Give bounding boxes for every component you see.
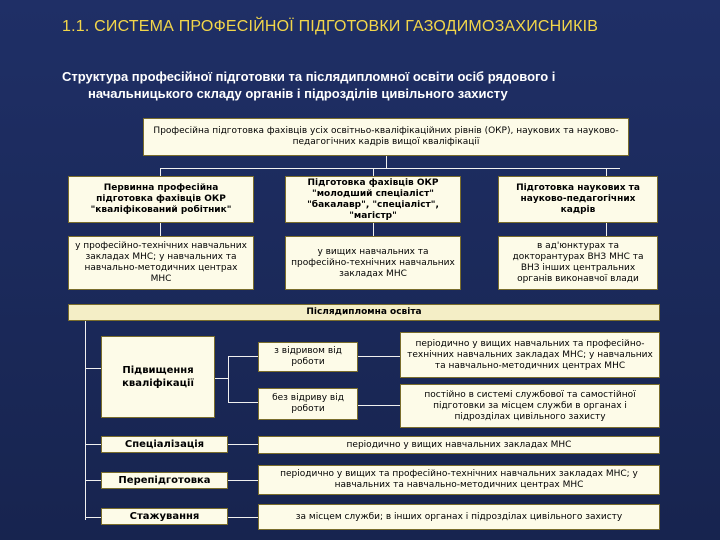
connector-retrain-detail: [228, 480, 258, 481]
connector-band-stem: [85, 320, 86, 520]
connector-to-internship: [85, 517, 101, 518]
connector-col2-detail: [373, 223, 374, 236]
column-detail-okr: у вищих навчальних та професійно-технічних навчальних закладах МНС: [285, 236, 461, 290]
connector-to-retraining: [85, 480, 101, 481]
specialization-detail-box: періодично у вищих навчальних закладах МНС: [258, 436, 660, 454]
connector-col3-down: [606, 168, 607, 176]
connector-to-qualification: [85, 368, 101, 369]
internship-detail-box: за місцем служби; в інших органах і підрозділах цивільного захисту: [258, 504, 660, 530]
without-leave-box: без відриву від роботи: [258, 388, 358, 420]
page-title: 1.1. СИСТЕМА ПРОФЕСІЙНОЇ ПІДГОТОВКИ ГАЗОДИМОЗАХИСНИКІВ: [62, 18, 599, 35]
with-leave-box: з відривом від роботи: [258, 342, 358, 372]
with-leave-detail-box: періодично у вищих навчальних та професійно-технічних навчальних закладах МНС; у навчальних та навчально-методичних центрах МНС: [400, 332, 660, 378]
connector-qual-split: [228, 356, 229, 402]
column-head-primary: Первинна професійна підготовка фахівців ОКР "кваліфікований робітник": [68, 176, 254, 223]
subtitle-line-1: Структура професійної підготовки та післядипломної освіти осіб рядового і: [62, 69, 556, 84]
connector-to-specialization: [85, 444, 101, 445]
connector-intern-detail: [228, 517, 258, 518]
retraining-detail-box: періодично у вищих та професійно-технічних навчальних закладах МНС; у навчальних та навчально-методичних центрах МНС: [258, 465, 660, 495]
connector-top-horizontal: [160, 168, 620, 169]
connector-col3-detail: [606, 223, 607, 236]
connector-to-without-leave: [228, 402, 258, 403]
qualification-improvement-box: Підвищення кваліфікації: [101, 336, 215, 418]
connector-with-leave-detail: [358, 356, 400, 357]
top-box-professional-training: Професійна підготовка фахівців усіх освітньо-кваліфікаційних рівнів (ОКР), наукових та науково-педагогічних кадрів вищої кваліфікації: [143, 118, 629, 156]
connector-qual-out: [215, 378, 228, 379]
column-detail-scientific: в ад'юнктурах та докторантурах ВНЗ МНС та ВНЗ інших центральних органів виконавчої влади: [498, 236, 658, 290]
column-head-scientific: Підготовка наукових та науково-педагогічних кадрів: [498, 176, 658, 223]
without-leave-detail-box: постійно в системі службової та самостійної підготовки за місцем служби в органах і підрозділах цивільного захисту: [400, 384, 660, 428]
page-subtitle: [62, 68, 662, 102]
connector-col1-detail: [160, 223, 161, 236]
column-detail-primary: у професійно-технічних навчальних закладах МНС; у навчальних та навчально-методичних центрах МНС: [68, 236, 254, 290]
subtitle-line-2: начальницького складу органів і підрозділів цивільного захисту: [88, 86, 508, 101]
connector-without-leave-detail: [358, 405, 400, 406]
internship-box: Стажування: [101, 508, 228, 525]
connector-spec-detail: [228, 444, 258, 445]
postgraduate-education-band: Післядипломна освіта: [68, 304, 660, 321]
connector-to-with-leave: [228, 356, 258, 357]
column-head-okr: Підготовка фахівців ОКР "молодший спеціаліст" "бакалавр", "спеціаліст", "магістр": [285, 176, 461, 223]
specialization-box: Спеціалізація: [101, 436, 228, 453]
connector-col2-down: [373, 168, 374, 176]
connector-top-down: [386, 156, 387, 168]
connector-col1-down: [160, 168, 161, 176]
retraining-box: Перепідготовка: [101, 472, 228, 489]
